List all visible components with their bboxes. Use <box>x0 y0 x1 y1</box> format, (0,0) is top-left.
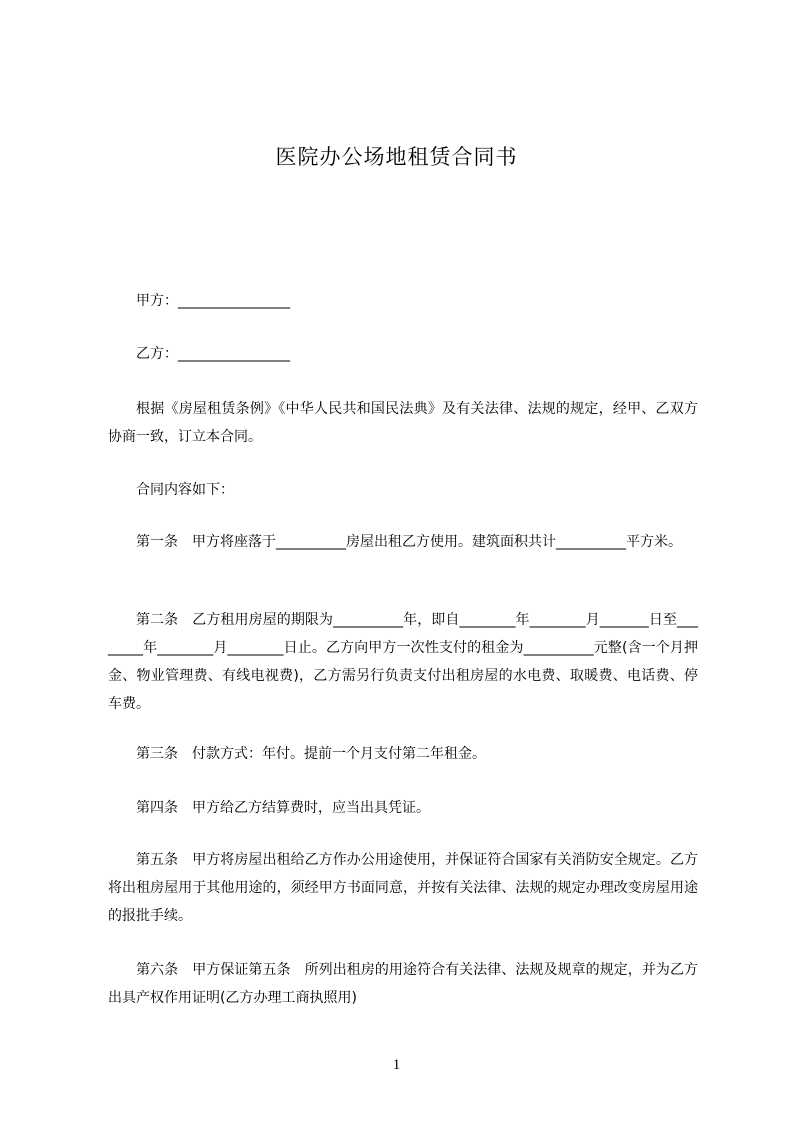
preamble-paragraph: 根据《房屋租赁条例》《中华人民共和国民法典》及有关法律、法规的规定，经甲、乙双方协商一致，订立本合同。 <box>108 401 698 445</box>
article-4: 第四条 甲方给乙方结算费时，应当出具凭证。 <box>136 800 430 816</box>
article-3: 第三条 付款方式：年付。提前一个月支付第二年租金。 <box>136 746 486 762</box>
article-5: 第五条 甲方将房屋出租给乙方作办公用途使用，并保证符合国家有关消防安全规定。乙方将出租房屋用于其他用途的，须经甲方书面同意，并按有关法律、法规的规定办理改变房屋用途的报批手续。 <box>108 852 698 924</box>
contents-intro: 合同内容如下： <box>136 482 234 498</box>
document-title: 医院办公场地租赁合同书 <box>275 145 518 169</box>
article-1: 第一条 甲方将座落于__________房屋出租乙方使用。建筑面积共计__________平方米。 <box>136 534 682 550</box>
article-2: 第二条 乙方租用房屋的期限为__________年，即自________年________月_______日至________年________月________日止。乙方向甲方一次性支付的租金为__________元整(含一个月押金、物业管理费、有线电视费)，乙方需另行负责支付出租房屋的水电费、取暖费、电话费、停车费。 <box>108 612 698 712</box>
page-number: 1 <box>392 1057 401 1073</box>
party-a-line: 甲方：________________ <box>136 293 290 309</box>
party-b-line: 乙方：________________ <box>136 346 290 362</box>
article-6: 第六条 甲方保证第五条 所列出租房的用途符合有关法律、法规及规章的规定，并为乙方出具产权作用证明(乙方办理工商执照用) <box>108 962 698 1006</box>
